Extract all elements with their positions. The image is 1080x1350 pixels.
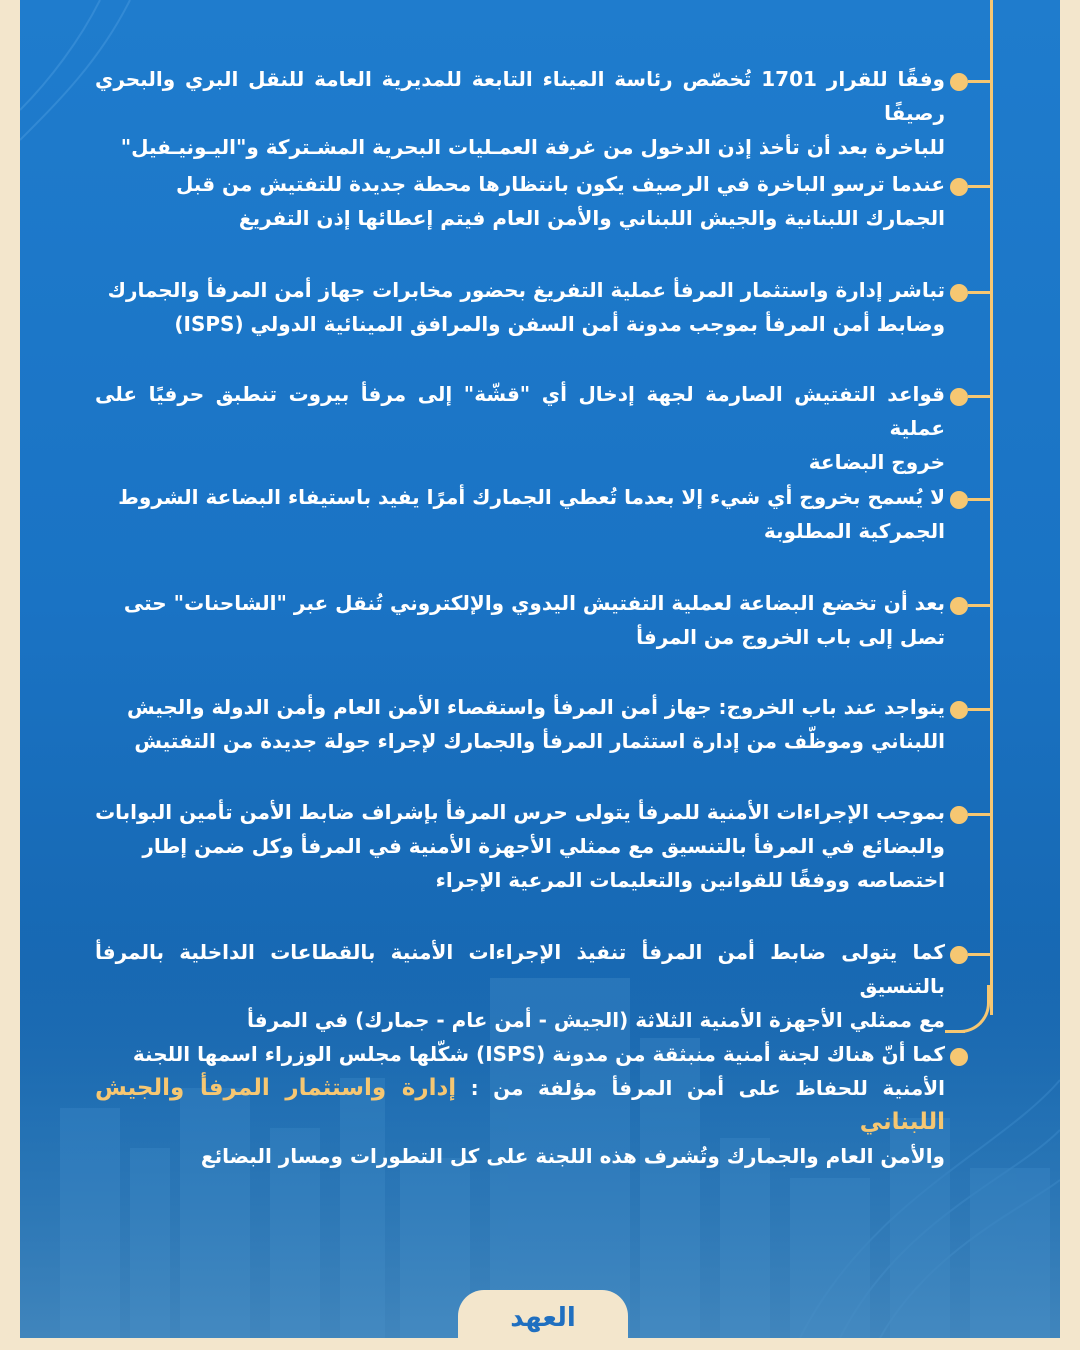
bullet-dot (950, 806, 968, 824)
item-line: بموجب الإجراءات الأمنية للمرفأ يتولى حرس المرفأ بإشراف ضابط الأمن تأمين البوابات (95, 800, 945, 824)
item-line: بعد أن تخضع البضاعة لعملية التفتيش اليدوي والإلكتروني تُنقل عبر "الشاحنات" حتى (123, 591, 945, 615)
highlight-text: والأمن العام والجمارك وتُشرف هذه اللجنة على كل التطورات ومسار البضائع (200, 1144, 945, 1168)
bullet-dot (950, 284, 968, 302)
item-text: الأمنية للحفاظ على أمن المرفأ مؤلفة من : (456, 1076, 945, 1100)
infographic-panel (20, 0, 1060, 1338)
item-line: وضابط أمن المرفأ بموجب مدونة أمن السفن والمرافق المينائية الدولي (ISPS) (174, 312, 945, 336)
item-line: للباخرة بعد أن تأخذ إذن الدخول من غرفة العمـليات البحرية المشـتركة و"اليـونيـفيل" (120, 135, 945, 159)
bullet-dot (950, 73, 968, 91)
timeline-connector (968, 185, 993, 188)
timeline-line (990, 0, 993, 1015)
timeline-connector (968, 80, 993, 83)
bullet-dot (950, 1048, 968, 1066)
timeline-item-3 (95, 273, 945, 341)
bullet-dot (950, 178, 968, 196)
item-line: تباشر إدارة واستثمار المرفأ عملية التفريغ بحضور مخابرات جهاز أمن المرفأ والجمارك (107, 278, 945, 302)
timeline-connector (968, 708, 993, 711)
bullet-dot (950, 388, 968, 406)
bullet-dot (950, 597, 968, 615)
timeline-connector (968, 953, 993, 956)
item-line: كما أنّ هناك لجنة أمنية منبثقة من مدونة (ISPS) شكّلها مجلس الوزراء اسمها اللجنة (132, 1042, 945, 1066)
item-line: وفقًا للقرار 1701 تُخصّص رئاسة الميناء التابعة للمديرية العامة للنقل البري والبحري رصيفًا (95, 67, 945, 125)
item-line: والبضائع في المرفأ بالتنسيق مع ممثلي الأجهزة الأمنية في المرفأ وكل ضمن إطار (142, 834, 945, 858)
timeline-item-5 (95, 480, 945, 548)
timeline-item-1 (95, 62, 945, 164)
item-line: مع ممثلي الأجهزة الأمنية الثلاثة (الجيش - أمن عام - جمارك) في المرفأ (247, 1008, 945, 1032)
bullet-dot (950, 491, 968, 509)
timeline-connector (968, 813, 993, 816)
item-line: كما يتولى ضابط أمن المرفأ تنفيذ الإجراءات الأمنية بالقطاعات الداخلية بالمرفأ بالتنسيق (95, 940, 945, 998)
item-line: خروج البضاعة (808, 450, 945, 474)
timeline-connector (968, 498, 993, 501)
timeline-item-2 (95, 167, 945, 235)
timeline-connector (968, 291, 993, 294)
timeline-item-8 (95, 795, 945, 897)
item-line: الجمارك اللبنانية والجيش اللبناني والأمن العام فيتم إعطائها إذن التفريغ (238, 206, 945, 230)
item-line: اللبناني وموظّف من إدارة استثمار المرفأ والجمارك لإجراء جولة جديدة من التفتيش (134, 729, 945, 753)
timeline-item-7 (95, 690, 945, 758)
item-line: قواعد التفتيش الصارمة لجهة إدخال أي "قشّة" إلى مرفأ بيروت تنطبق حرفيًا على عملية (95, 382, 945, 440)
timeline-item-6 (95, 586, 945, 654)
item-line: لا يُسمح بخروج أي شيء إلا بعدما تُعطي الجمارك أمرًا يفيد باستيفاء البضاعة الشروط (118, 485, 945, 509)
timeline-item-10 (95, 1037, 945, 1173)
al-ahed-logo: العهد (510, 1303, 576, 1333)
item-line: تصل إلى باب الخروج من المرفأ (636, 625, 945, 649)
highlight-text: إدارة واستثمار المرفأ والجيش اللبناني (95, 1075, 945, 1135)
timeline-item-4 (95, 377, 945, 479)
item-line (95, 1071, 945, 1139)
timeline-end (945, 1030, 965, 1033)
item-line: اختصاصه ووفقًا للقوانين والتعليمات المرعية الإجراء (435, 868, 945, 892)
bullet-dot (950, 701, 968, 719)
item-line: الجمركية المطلوبة (763, 519, 945, 543)
item-line: يتواجد عند باب الخروج: جهاز أمن المرفأ واستقصاء الأمن العام وأمن الدولة والجيش (126, 695, 945, 719)
timeline-item-9 (95, 935, 945, 1037)
timeline-connector (968, 395, 993, 398)
item-line: عندما ترسو الباخرة في الرصيف يكون بانتظارها محطة جديدة للتفتيش من قبل (175, 172, 945, 196)
timeline-connector (968, 604, 993, 607)
bullet-dot (950, 946, 968, 964)
